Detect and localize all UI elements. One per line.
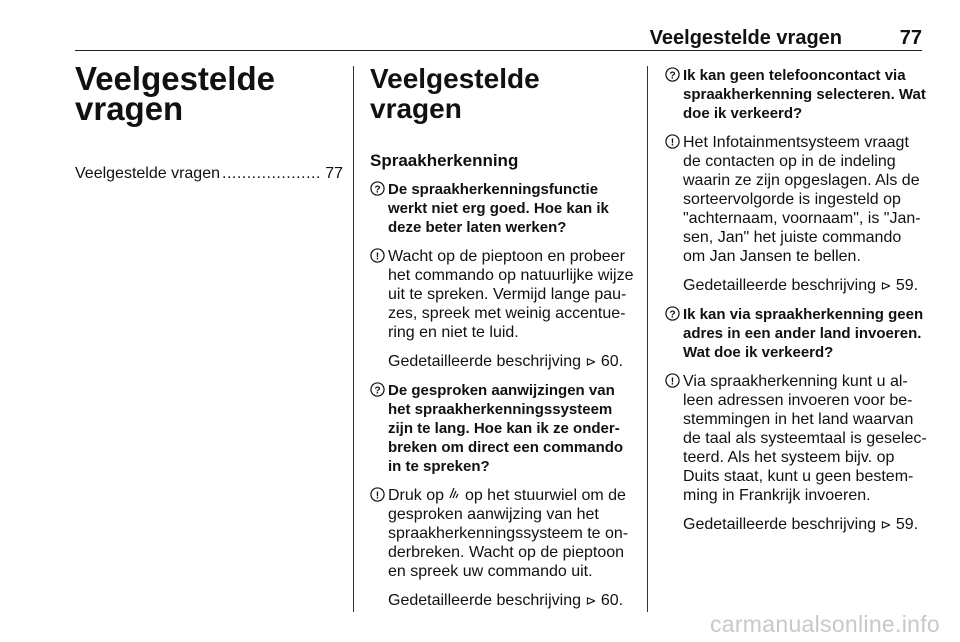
faq-answer — [665, 372, 927, 505]
subsection-title: Spraakherkenning — [370, 151, 519, 170]
faq-question — [665, 305, 927, 362]
detail-page: 60. — [600, 592, 624, 609]
exclamation-circle-icon — [370, 487, 388, 507]
question-text: De spraakherkenningsfunctie werkt niet erg goed. Hoe kan ik deze beter laten werken? — [388, 181, 609, 236]
detail-label: Gedetailleerde beschrijving — [388, 353, 581, 370]
chapter-toc — [75, 62, 343, 183]
running-title: Veelgestelde vragen — [649, 27, 842, 49]
toc-entry-page: 77 — [325, 165, 343, 182]
faq-question — [665, 66, 927, 123]
faq-answer — [370, 486, 635, 581]
svg-text:!: ! — [375, 251, 380, 263]
content-column-right — [665, 66, 927, 544]
page-ref-icon: ⊳ — [585, 593, 597, 608]
answer-text: Via spraakherkenning kunt u alleen adressen invoeren voor bestemmingen in het land waarvan de taal als systeemtaal is geselecteerd. Als het systeem bijv. op Duits staat, kunt u geen bestemming in Frankrijk invoeren. — [683, 373, 927, 504]
column-divider — [353, 66, 354, 612]
faq-question — [370, 180, 635, 237]
question-circle-icon — [370, 382, 388, 402]
answer-text: Wacht op de pieptoon en probeer het commando op natuurlijke wijze uit te spreken. Vermijd lange pauzes, spreek met weinig accentuering en niet te luid. — [388, 248, 634, 341]
question-circle-icon — [665, 67, 683, 87]
detail-page: 59. — [895, 516, 919, 533]
toc-leader-dots: .................... — [222, 165, 321, 182]
svg-text:?: ? — [669, 309, 676, 321]
detail-reference[interactable] — [683, 276, 927, 295]
content-column-middle — [370, 62, 635, 620]
detail-label: Gedetailleerde beschrijving — [388, 592, 581, 609]
svg-text:!: ! — [670, 376, 675, 388]
question-circle-icon — [665, 306, 683, 326]
exclamation-circle-icon — [370, 248, 388, 268]
question-text: Ik kan via spraakherkenning geen adres in een ander land invoeren. Wat doe ik verkeerd? — [683, 306, 924, 361]
detail-reference[interactable] — [388, 352, 635, 371]
svg-text:?: ? — [669, 70, 676, 82]
detail-label: Gedetailleerde beschrijving — [683, 277, 876, 294]
answer-text-end: op het stuurwiel om de gesproken aanwijzing van het spraakherkenningssysteem te onderbreken. Wacht op de pieptoon en spreek uw commando uit. — [388, 487, 629, 580]
page-ref-icon: ⊳ — [880, 278, 892, 293]
faq-question — [370, 381, 635, 476]
page-ref-icon: ⊳ — [880, 517, 892, 532]
detail-page: 60. — [600, 353, 624, 370]
chapter-title: Veelgestelde vragen — [75, 60, 275, 127]
toc-entry-label: Veelgestelde vragen — [75, 165, 220, 182]
question-circle-icon — [370, 181, 388, 201]
question-text: Ik kan geen telefooncontact via spraakherkenning selecteren. Wat doe ik verkeerd? — [683, 67, 926, 122]
answer-text — [388, 486, 635, 581]
toc-entry[interactable] — [75, 164, 343, 183]
voice-control-icon — [448, 487, 460, 504]
answer-text: Het Infotainmentsysteem vraagt de contacten op in de indeling waarin ze zijn opgeslagen. Als de sorteervolgorde is ingesteld op "achternaam, voornaam", is "Jansen, Jan" het juiste commando om Jan Jansen te bellen. — [683, 134, 921, 265]
detail-reference[interactable] — [388, 591, 635, 610]
svg-text:?: ? — [374, 385, 381, 397]
watermark: carmanualsonline.info — [709, 611, 940, 637]
column-divider — [647, 66, 648, 612]
page-ref-icon: ⊳ — [585, 354, 597, 369]
svg-text:!: ! — [670, 137, 675, 149]
faq-answer — [665, 133, 927, 266]
page-header — [75, 0, 922, 51]
page-number: 77 — [899, 27, 922, 49]
svg-text:?: ? — [374, 184, 381, 196]
section-title: Veelgestelde vragen — [370, 63, 540, 124]
answer-text-start: Druk op — [388, 487, 445, 504]
detail-label: Gedetailleerde beschrijving — [683, 516, 876, 533]
exclamation-circle-icon — [665, 373, 683, 393]
faq-answer — [370, 247, 635, 342]
exclamation-circle-icon — [665, 134, 683, 154]
detail-reference[interactable] — [683, 515, 927, 534]
svg-text:!: ! — [375, 490, 380, 502]
detail-page: 59. — [895, 277, 919, 294]
question-text: De gesproken aanwijzingen van het spraakherkenningssysteem zijn te lang. Hoe kan ik ze onderbreken om direct een commando in te spreken? — [388, 382, 624, 475]
